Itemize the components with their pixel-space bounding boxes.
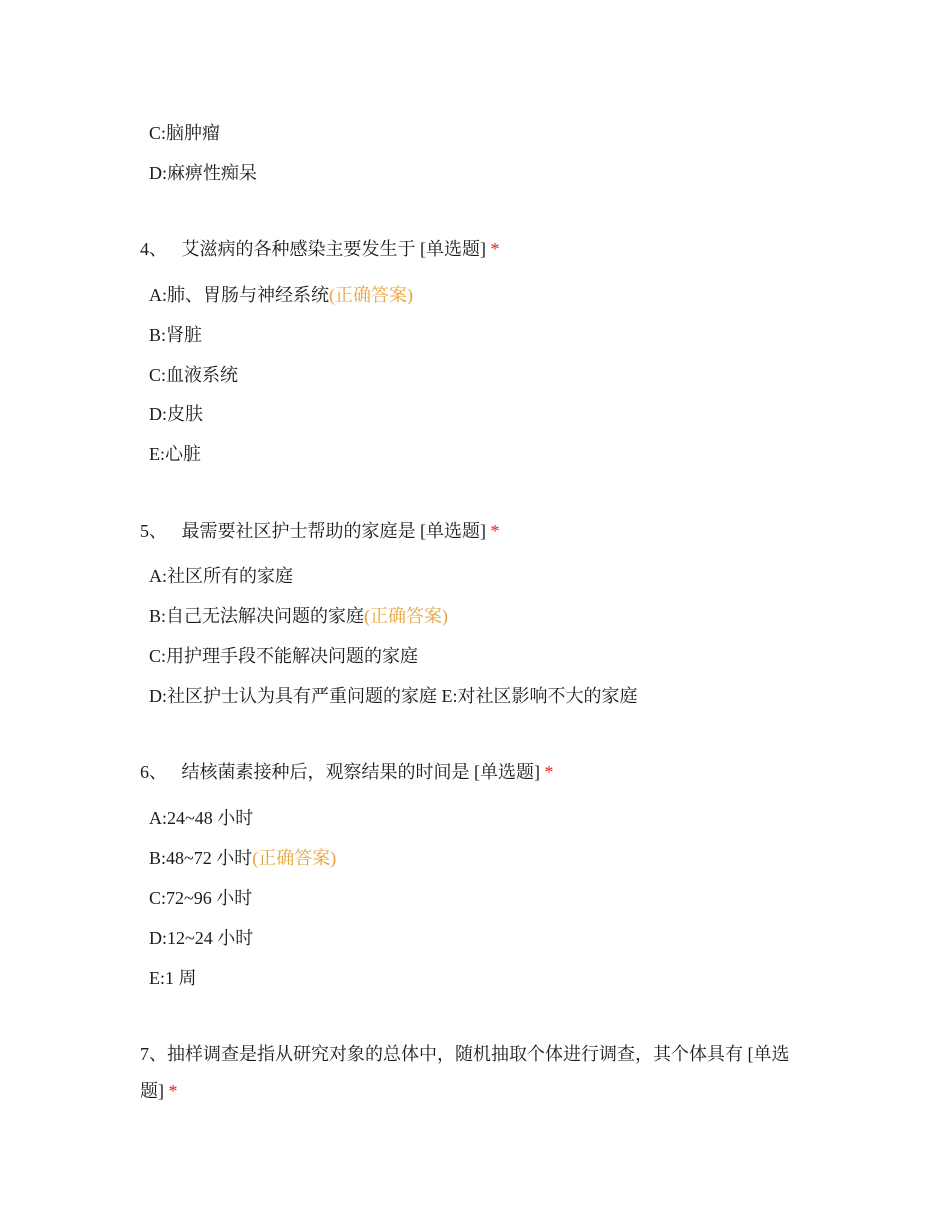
- option-q6-a: [149, 806, 253, 830]
- option-q5-d: [149, 684, 638, 708]
- required-mark: *: [544, 762, 554, 782]
- option-text: E:心脏: [149, 444, 201, 464]
- option-text: C:72~96 小时: [149, 888, 253, 908]
- question-type: [单选题]: [474, 762, 540, 782]
- question-type: [单选题]: [140, 1044, 790, 1101]
- correct-answer-tag: (正确答案): [252, 848, 337, 868]
- option-text: C:用护理手段不能解决问题的家庭: [149, 646, 419, 666]
- question-type: [单选题]: [420, 239, 486, 259]
- question-number: 6、: [140, 762, 167, 782]
- option-q5-c: [149, 644, 418, 668]
- question-6-title: [140, 760, 554, 784]
- question-text: 最需要社区护士帮助的家庭是: [181, 521, 416, 541]
- option-text: A:社区所有的家庭: [149, 566, 293, 586]
- option-text: B:肾脏: [149, 325, 203, 345]
- option-text: A:24~48 小时: [149, 808, 254, 828]
- required-mark: *: [490, 239, 500, 259]
- option-q4-a: [149, 283, 413, 307]
- required-mark: *: [490, 521, 500, 541]
- option-q5-a: [149, 564, 293, 588]
- option-text: D:12~24 小时: [149, 928, 254, 948]
- option-text: C:血液系统: [149, 365, 239, 385]
- question-type: [单选题]: [420, 521, 486, 541]
- question-number: 5、: [140, 521, 167, 541]
- option-q6-c: [149, 886, 252, 910]
- option-q4-c: [149, 363, 238, 387]
- question-7-title: [140, 1036, 810, 1110]
- required-mark: *: [168, 1081, 178, 1101]
- question-5-title: [140, 519, 500, 543]
- option-q3-c: [149, 121, 220, 145]
- option-q3-d: [149, 161, 257, 185]
- option-text: D:麻痹性痴呆: [149, 163, 257, 183]
- option-text: A:肺、胃肠与神经系统: [149, 285, 329, 305]
- option-text: D:皮肤: [149, 404, 203, 424]
- question-text: 抽样调查是指从研究对象的总体中，随机抽取个体进行调查，其个体具有: [167, 1044, 743, 1064]
- option-q5-b: [149, 604, 448, 628]
- option-text: B:自己无法解决问题的家庭: [149, 606, 365, 626]
- option-text: D:社区护士认为具有严重问题的家庭 E:对社区影响不大的家庭: [149, 686, 638, 706]
- option-text: C:脑肿瘤: [149, 123, 221, 143]
- option-q4-b: [149, 323, 202, 347]
- question-text: 艾滋病的各种感染主要发生于: [181, 239, 416, 259]
- option-q6-e: [149, 966, 197, 990]
- question-4-title: [140, 237, 500, 261]
- option-text: B:48~72 小时: [149, 848, 253, 868]
- option-text: E:1 周: [149, 968, 197, 988]
- question-text: 结核菌素接种后，观察结果的时间是: [181, 762, 470, 782]
- question-number: 7、: [140, 1044, 167, 1064]
- question-number: 4、: [140, 239, 167, 259]
- option-q6-b: [149, 846, 336, 870]
- option-q4-e: [149, 442, 201, 466]
- correct-answer-tag: (正确答案): [329, 285, 413, 305]
- correct-answer-tag: (正确答案): [364, 606, 449, 626]
- option-q6-d: [149, 926, 253, 950]
- option-q4-d: [149, 402, 203, 426]
